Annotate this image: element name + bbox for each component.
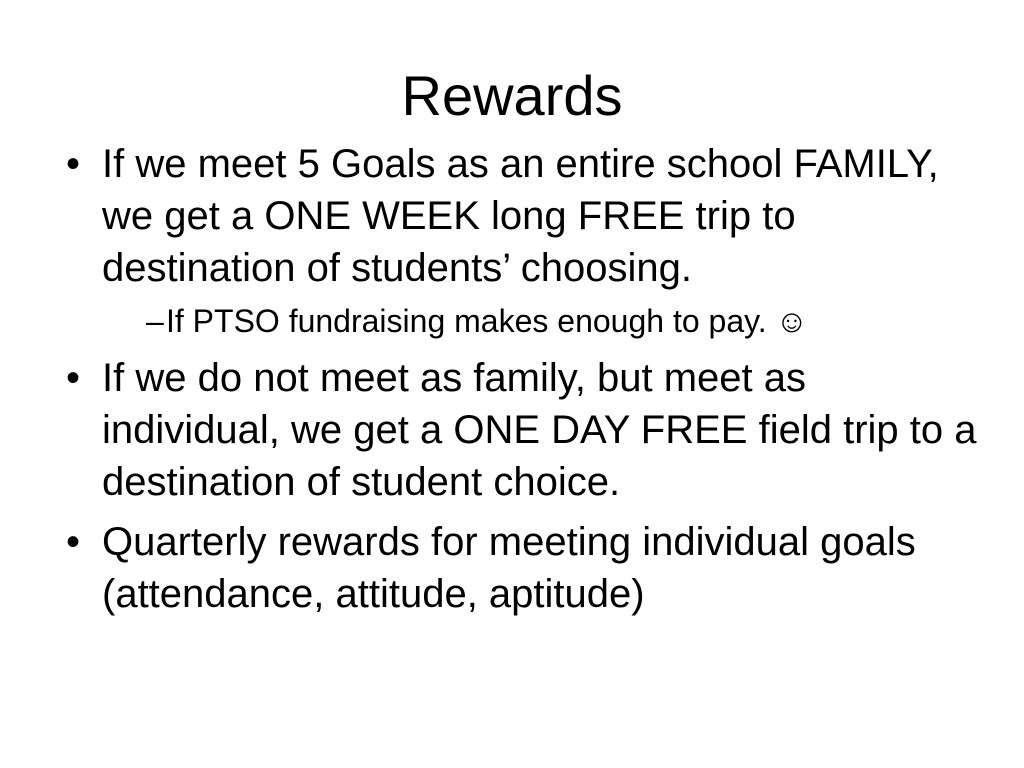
bullet-marker: •	[65, 356, 80, 400]
bullet-marker: •	[65, 520, 80, 564]
bullet-item-3	[58, 516, 978, 620]
bullet-item-1	[58, 138, 978, 342]
bullet-text: If we do not meet as family, but meet as individual, we get a ONE DAY FREE field trip to a destination of student choice.	[102, 356, 977, 504]
bullet-marker: •	[65, 142, 80, 186]
bullet-item-2	[58, 352, 978, 508]
sub-bullet-marker: –	[146, 303, 164, 339]
slide-title: Rewards	[401, 64, 623, 127]
bullet-list	[58, 138, 978, 628]
sub-bullet-item	[102, 300, 978, 342]
bullet-text: If we meet 5 Goals as an entire school FAMILY, we get a ONE WEEK long FREE trip to destination of students’ choosing.	[102, 142, 939, 290]
sub-bullet-text: If PTSO fundraising makes enough to pay. ☺	[166, 303, 809, 339]
bullet-text: Quarterly rewards for meeting individual goals (attendance, attitude, aptitude)	[102, 520, 916, 616]
